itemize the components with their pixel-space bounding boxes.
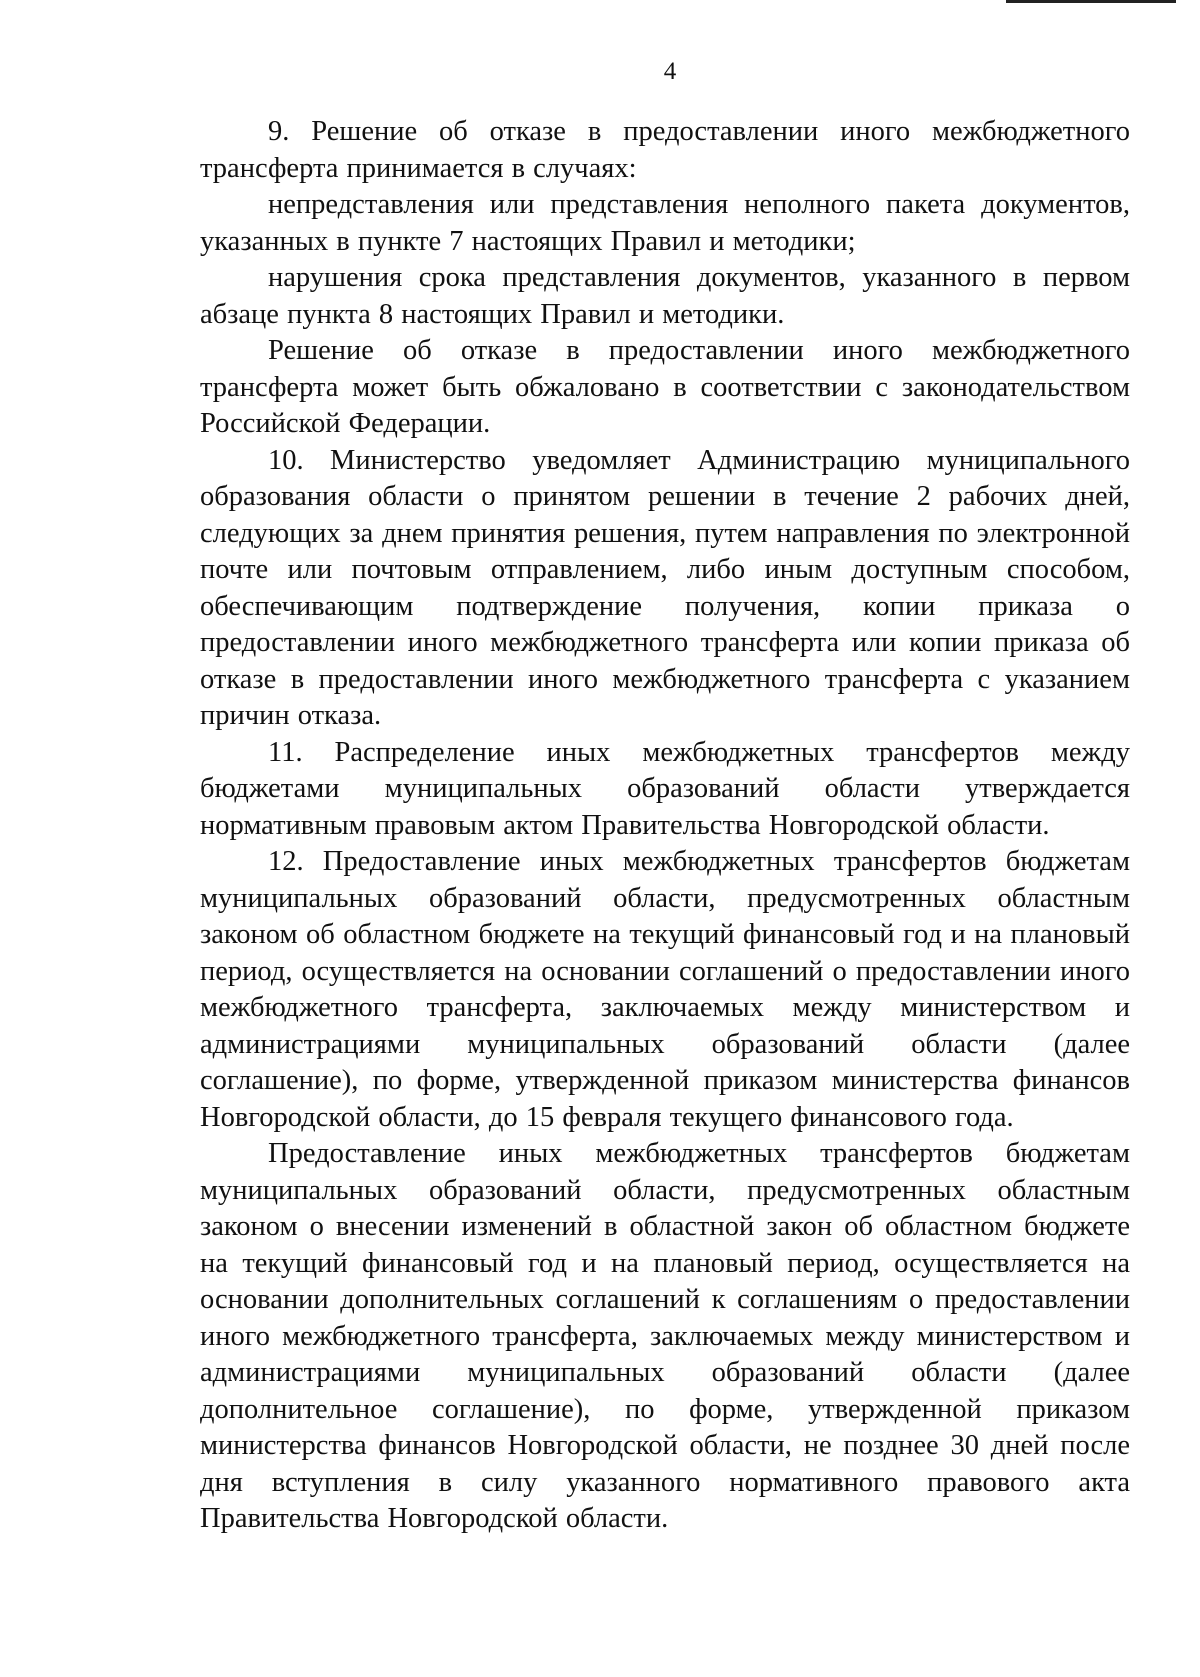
paragraph-additional-agreements: Предоставление иных межбюджетных трансфертов бюджетам муниципальных образований области, предусмотренных областным законом о внесении изменений в областной закон об областном бюджете на текущий финансовый год и на плановый период, осуществляется на основании дополнительных соглашений к соглашениям о предоставлении иного межбюджетного трансферта, заключаемых между министерством и администрациями муниципальных образований области (далее дополнительное соглашение), по форме, утвержденной приказом министерства финансов Новгородской области, не позднее 30 дней после дня вступления в силу указанного нормативного правового акта Правительства Новгородской области. (200, 1138, 1130, 1534)
paragraph-10-notification: 10. Министерство уведомляет Администрацию муниципального образования области о принятом решении в течение 2 рабочих дней, следующих за днем принятия решения, путем направления по электронной почте или почтовым отправлением, либо иным доступным способом, обеспечивающим подтверждение получения, копии приказа о предоставлении иного межбюджетного трансферта или копии приказа об отказе в предоставлении иного межбюджетного трансферта с указанием причин отказа. (200, 444, 1130, 731)
top-edge-rule (1006, 0, 1176, 3)
paragraph-incomplete-documents: непредставления или представления неполного пакета документов, указанных в пункте 7 настоящих Правил и методики; (200, 189, 1130, 257)
paragraph-9-refusal-grounds: 9. Решение об отказе в предоставлении иного межбюджетного трансферта принимается в случаях: (200, 116, 1130, 184)
paragraph-11-distribution: 11. Распределение иных межбюджетных трансфертов между бюджетами муниципальных образований области утверждается нормативным правовым актом Правительства Новгородской области. (200, 736, 1130, 841)
page-number: 4 (663, 58, 677, 85)
paragraph-deadline-violation: нарушения срока представления документов, указанного в первом абзаце пункта 8 настоящих Правил и методики. (200, 262, 1130, 330)
document-body (200, 114, 1130, 1538)
paragraph-appeal: Решение об отказе в предоставлении иного межбюджетного трансферта может быть обжаловано в соответствии с законодательством Российской Федерации. (200, 335, 1130, 439)
paragraph-12-agreements: 12. Предоставление иных межбюджетных трансфертов бюджетам муниципальных образований области, предусмотренных областным законом об областном бюджете на текущий финансовый год и на плановый период, осуществляется на основании соглашений о предоставлении иного межбюджетного трансферта, заключаемых между министерством и администрациями муниципальных образований области (далее соглашение), по форме, утвержденной приказом министерства финансов Новгородской области, до 15 февраля текущего финансового года. (200, 846, 1130, 1133)
